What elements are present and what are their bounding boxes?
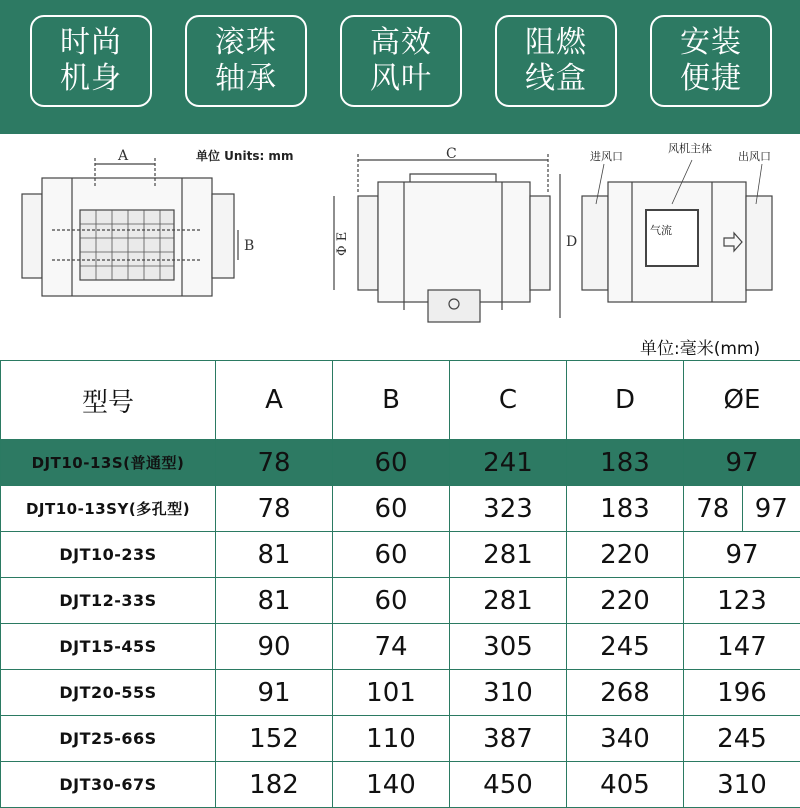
units-label: 单位 Units: mm	[196, 148, 293, 163]
cell-model: DJT10-13SY(多孔型)	[1, 486, 216, 532]
table-row	[1, 670, 800, 716]
feature-line1: 时尚	[60, 25, 122, 61]
cell-model: DJT10-13S(普通型)	[1, 440, 216, 486]
cell-model: DJT10-23S	[1, 532, 216, 578]
spec-table-wrapper	[0, 360, 800, 800]
spec-table	[0, 360, 800, 808]
cell-c: 281	[450, 578, 567, 624]
cell-c: 281	[450, 532, 567, 578]
cell-d: 183	[567, 486, 684, 532]
cell-model: DJT25-66S	[1, 716, 216, 762]
cell-d: 220	[567, 578, 684, 624]
drawings-svg	[0, 134, 800, 360]
cell-c: 305	[450, 624, 567, 670]
dim-label-d: D	[566, 234, 577, 250]
cell-c: 450	[450, 762, 567, 808]
cell-a: 152	[216, 716, 333, 762]
cell-c: 241	[450, 440, 567, 486]
cell-a: 78	[216, 486, 333, 532]
table-row	[1, 486, 800, 532]
header-model: 型号	[1, 361, 216, 440]
feature-line2: 便捷	[680, 61, 742, 97]
airflow-label: 气流	[650, 223, 672, 237]
feature-line1: 滚珠	[215, 25, 277, 61]
feature-line2: 风叶	[370, 61, 432, 97]
cell-c: 323	[450, 486, 567, 532]
cell-b: 74	[333, 624, 450, 670]
cell-model: DJT15-45S	[1, 624, 216, 670]
units-caption: 单位:毫米(mm)	[640, 334, 760, 359]
cell-a: 78	[216, 440, 333, 486]
dimension-diagrams	[0, 134, 800, 360]
feature-box-stylish-body	[30, 15, 152, 107]
feature-box-easy-install	[650, 15, 772, 107]
cell-e: 196	[684, 670, 800, 716]
feature-box-flame-retardant-box	[495, 15, 617, 107]
cell-model: DJT12-33S	[1, 578, 216, 624]
front-view-drawing	[22, 158, 238, 296]
header-c: C	[450, 361, 567, 440]
table-row	[1, 716, 800, 762]
feature-line1: 阻燃	[525, 25, 587, 61]
dim-label-a: A	[117, 148, 129, 164]
feature-banner	[0, 0, 800, 134]
dim-label-b: B	[244, 238, 254, 254]
cell-a: 182	[216, 762, 333, 808]
cell-e-split	[684, 486, 800, 532]
feature-line2: 线盒	[525, 61, 587, 97]
cell-a: 81	[216, 578, 333, 624]
cell-c: 387	[450, 716, 567, 762]
cell-d: 340	[567, 716, 684, 762]
table-header-row	[1, 361, 800, 440]
feature-box-efficient-blade	[340, 15, 462, 107]
cell-e: 245	[684, 716, 800, 762]
table-row	[1, 624, 800, 670]
cell-b: 60	[333, 440, 450, 486]
feature-box-ball-bearing	[185, 15, 307, 107]
cell-e-outer: 97	[743, 486, 800, 531]
side-view-drawing	[334, 154, 560, 322]
cell-b: 60	[333, 486, 450, 532]
body-label: 风机主体	[668, 141, 712, 155]
cell-b: 140	[333, 762, 450, 808]
cell-e: 97	[684, 440, 800, 486]
cell-model: DJT20-55S	[1, 670, 216, 716]
cell-a: 90	[216, 624, 333, 670]
cell-e: 147	[684, 624, 800, 670]
table-row	[1, 440, 800, 486]
dim-label-e: Φ E	[335, 232, 350, 256]
feature-line2: 机身	[60, 61, 122, 97]
table-row	[1, 578, 800, 624]
inlet-label: 进风口	[590, 149, 623, 163]
table-row	[1, 532, 800, 578]
cell-b: 60	[333, 532, 450, 578]
cell-a: 81	[216, 532, 333, 578]
cell-c: 310	[450, 670, 567, 716]
header-b: B	[333, 361, 450, 440]
cell-e: 310	[684, 762, 800, 808]
cell-d: 183	[567, 440, 684, 486]
cell-d: 268	[567, 670, 684, 716]
outlet-label: 出风口	[738, 149, 771, 163]
cell-a: 91	[216, 670, 333, 716]
cell-d: 245	[567, 624, 684, 670]
cell-e: 123	[684, 578, 800, 624]
feature-line1: 安装	[680, 25, 742, 61]
cell-model: DJT30-67S	[1, 762, 216, 808]
dim-label-c: C	[446, 146, 457, 162]
feature-line1: 高效	[370, 25, 432, 61]
airflow-view-drawing	[582, 160, 772, 302]
cell-b: 110	[333, 716, 450, 762]
table-row	[1, 762, 800, 808]
cell-b: 101	[333, 670, 450, 716]
feature-line2: 轴承	[215, 61, 277, 97]
header-a: A	[216, 361, 333, 440]
cell-e-inner: 78	[684, 486, 743, 531]
cell-b: 60	[333, 578, 450, 624]
cell-e: 97	[684, 532, 800, 578]
header-e: ØE	[684, 361, 800, 440]
header-d: D	[567, 361, 684, 440]
cell-d: 220	[567, 532, 684, 578]
cell-d: 405	[567, 762, 684, 808]
